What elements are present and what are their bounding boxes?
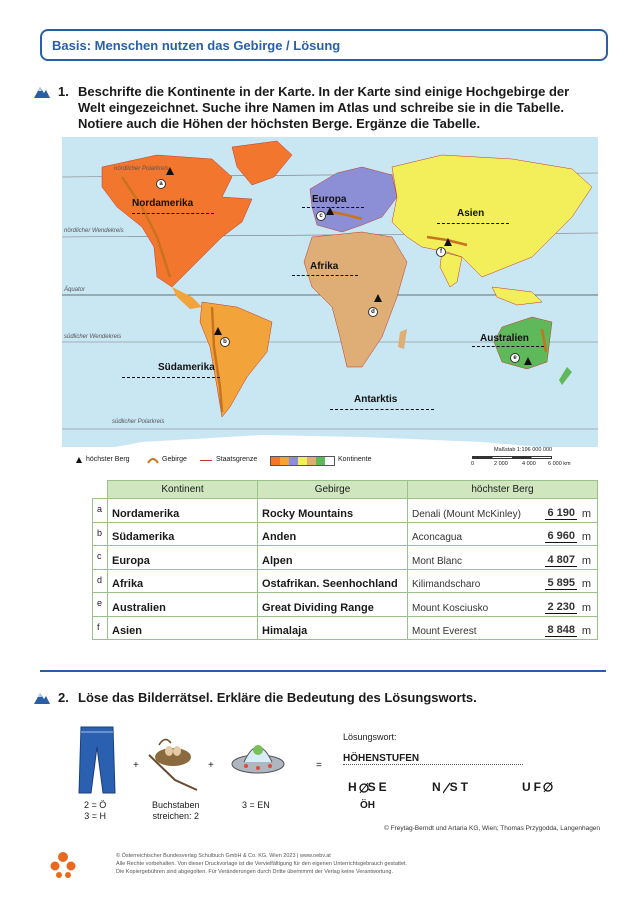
- table-row: [93, 522, 598, 546]
- cell-continent: Asien: [108, 616, 258, 640]
- word-hose-substitution: ÖH: [360, 800, 375, 811]
- cell-continent: Europa: [108, 546, 258, 570]
- cell-continent: Afrika: [108, 569, 258, 593]
- world-map: [62, 137, 598, 475]
- task2-instructions: Löse das Bilderrätsel. Erkläre die Bedeutung des Lösungsworts.: [78, 690, 477, 705]
- section-divider: [40, 670, 606, 672]
- label-africa: Afrika: [310, 261, 339, 272]
- row-index: e: [93, 593, 108, 617]
- peak-height: 2 230: [547, 600, 575, 613]
- answer-line: [122, 377, 220, 378]
- row-index: d: [93, 569, 108, 593]
- cell-continent: Nordamerika: [108, 499, 258, 523]
- cell-range: Alpen: [258, 546, 408, 570]
- table-row: [93, 593, 598, 617]
- cell-range: Himalaja: [258, 616, 408, 640]
- cell-peak: [408, 522, 598, 546]
- scale-tick-2: 4 000: [522, 461, 536, 467]
- peak-name: Denali (Mount McKinley): [412, 508, 521, 520]
- cell-peak: [408, 499, 598, 523]
- north-polar-circle-label: nördlicher Polarkreis: [114, 166, 169, 172]
- answer-line: [472, 346, 544, 347]
- peak-unit: m: [581, 531, 591, 543]
- table-row: [93, 616, 598, 640]
- cell-range: Great Dividing Range: [258, 593, 408, 617]
- footer-line3: Die Kopiergebühren sind abgegolten. Für Veränderungen durch Dritte übernimmt der Verlag keine Verantwortung.: [116, 869, 394, 875]
- marker-b: b: [220, 337, 230, 347]
- index-header: [93, 481, 108, 499]
- peak-icon: [444, 238, 452, 246]
- label-antarctica: Antarktis: [354, 394, 398, 405]
- peak-unit: m: [581, 578, 591, 590]
- label-asia: Asien: [457, 208, 485, 219]
- footer-text: [116, 852, 407, 876]
- task1-number: 1.: [58, 84, 69, 99]
- border-line-icon: [200, 460, 212, 461]
- peak-name: Kilimandscharo: [412, 579, 481, 590]
- equals-sign: =: [316, 760, 322, 771]
- marker-d: d: [368, 307, 378, 317]
- scale-bar: [472, 456, 552, 459]
- image-credit: © Freytag-Berndt und Artaria KG, Wien; Thomas Przygodda, Langenhagen: [384, 825, 601, 832]
- scale-tick-1: 2 000: [494, 461, 508, 467]
- row-index: b: [93, 522, 108, 546]
- north-tropic-label: nördlicher Wendekreis: [64, 228, 124, 234]
- hint-ufo: 3 = EN: [242, 800, 270, 810]
- peak-icon: [374, 294, 382, 302]
- peak-icon: [166, 167, 174, 175]
- table-row: [93, 499, 598, 523]
- peak-name: Mount Kosciusko: [412, 602, 489, 614]
- scale-title: Maßstab 1:196 000 000: [494, 447, 553, 453]
- marker-a: a: [156, 179, 166, 189]
- cell-peak: [408, 593, 598, 617]
- hint-jeans-1: 2 = Ö: [84, 800, 107, 810]
- peak-name: Aconcagua: [412, 532, 463, 543]
- crossed-letter: [360, 781, 368, 791]
- publisher-logo-icon: [50, 850, 76, 878]
- word-hose-1: H: [348, 780, 360, 794]
- peak-name: Mount Everest: [412, 626, 477, 637]
- word-ufo: [522, 780, 552, 794]
- south-polar-circle-label: südlicher Polarkreis: [112, 419, 165, 425]
- word-hose-2: SE: [367, 780, 390, 794]
- continent-color-swatches: [270, 456, 335, 466]
- word-nest: [432, 780, 471, 794]
- map-legend: [62, 447, 598, 475]
- row-index: c: [93, 546, 108, 570]
- footer-line1: © Österreichischer Bundesverlag Schulbuch GmbH & Co. KG, Wien 2023 | www.oebv.at: [116, 853, 331, 859]
- cell-range: Ostafrikan. Seenhochland: [258, 569, 408, 593]
- plus-sign: +: [133, 760, 139, 771]
- answer-line: [330, 409, 434, 410]
- word-nest-1: N: [432, 780, 444, 794]
- jeans-icon: [75, 725, 119, 795]
- mountain-icon: [34, 84, 50, 98]
- label-south-america: Südamerika: [158, 362, 215, 373]
- label-europe: Europa: [312, 194, 347, 205]
- solution-word: HÖHENSTUFEN: [343, 753, 523, 765]
- cell-range: Anden: [258, 522, 408, 546]
- peak-height: 5 895: [547, 577, 575, 589]
- equator-label: Äquator: [64, 287, 86, 293]
- table-row: [93, 569, 598, 593]
- plus-sign: +: [208, 760, 214, 771]
- header-range: Gebirge: [258, 481, 408, 499]
- row-index: a: [93, 499, 108, 523]
- label-north-america: Nordamerika: [132, 198, 194, 209]
- hint-nest-1: Buchstaben: [152, 800, 200, 810]
- cell-continent: Südamerika: [108, 522, 258, 546]
- peak-icon: [524, 357, 532, 365]
- peak-icon: [76, 457, 82, 463]
- header-peak: höchster Berg: [408, 481, 598, 499]
- word-ufo-1: UF: [522, 780, 544, 794]
- word-hose: [348, 780, 390, 794]
- legend-continents: Kontinente: [338, 456, 372, 463]
- cell-continent: Australien: [108, 593, 258, 617]
- table-header-row: [93, 481, 598, 499]
- task1-instructions: Beschrifte die Kontinente in der Karte. In der Karte sind einige Hochgebirge der Welt eingezeichnet. Suche ihre Namen im Atlas und schreibe sie in die Tabelle. Notiere auch die Höhen der höchsten Berge. Ergänze die Tabelle.: [78, 84, 570, 131]
- marker-c: c: [316, 211, 326, 221]
- hint-jeans-2: 3 = H: [84, 811, 107, 821]
- answer-line: [132, 213, 214, 214]
- peak-icon: [326, 207, 334, 215]
- hint-nest-2: streichen: 2: [152, 811, 200, 821]
- legend-border: Staatsgrenze: [216, 456, 258, 463]
- word-nest-2: ST: [449, 780, 472, 794]
- hint-nest: [152, 800, 200, 822]
- label-australia: Australien: [480, 333, 529, 344]
- peak-height: 6 190: [547, 506, 575, 519]
- peak-unit: m: [581, 601, 591, 614]
- task2-number: 2.: [58, 690, 69, 705]
- peak-height: 8 848: [547, 624, 575, 636]
- ufo-icon: [228, 728, 288, 784]
- peak-name: Mont Blanc: [412, 555, 463, 567]
- answer-line: [292, 275, 358, 276]
- peak-unit: m: [581, 554, 591, 567]
- cell-range: Rocky Mountains: [258, 499, 408, 523]
- scale-tick-3: 6 000 km: [548, 461, 571, 467]
- legend-mountains: Gebirge: [162, 456, 187, 463]
- peak-icon: [214, 327, 222, 335]
- cell-peak: [408, 569, 598, 593]
- cell-peak: [408, 616, 598, 640]
- answer-line: [437, 223, 509, 224]
- footer-line2: Alle Rechte vorbehalten. Von dieser Druckvorlage ist die Vervielfältigung für den eigenen Unterrichtsgebrauch gestattet.: [116, 861, 408, 867]
- south-tropic-label: südlicher Wendekreis: [64, 334, 122, 340]
- mountain-range-icon: [146, 455, 160, 465]
- hint-jeans: [84, 800, 106, 822]
- nest-icon: [145, 725, 201, 795]
- table-row: [93, 546, 598, 570]
- peak-unit: m: [581, 507, 591, 520]
- header-continent: Kontinent: [108, 481, 258, 499]
- peak-unit: m: [581, 625, 591, 637]
- marker-f: f: [436, 247, 446, 257]
- marker-e: e: [510, 353, 520, 363]
- mountains-table: [92, 480, 598, 640]
- solution-label: Lösungswort:: [343, 732, 397, 742]
- row-index: f: [93, 616, 108, 640]
- cell-peak: [408, 546, 598, 570]
- scale-tick-0: 0: [471, 461, 475, 467]
- peak-height: 4 807: [547, 553, 575, 566]
- page-title: Basis: Menschen nutzen das Gebirge / Lösung: [40, 29, 608, 61]
- peak-height: 6 960: [547, 530, 575, 542]
- mountain-icon: [34, 690, 50, 704]
- legend-peak: höchster Berg: [86, 456, 130, 463]
